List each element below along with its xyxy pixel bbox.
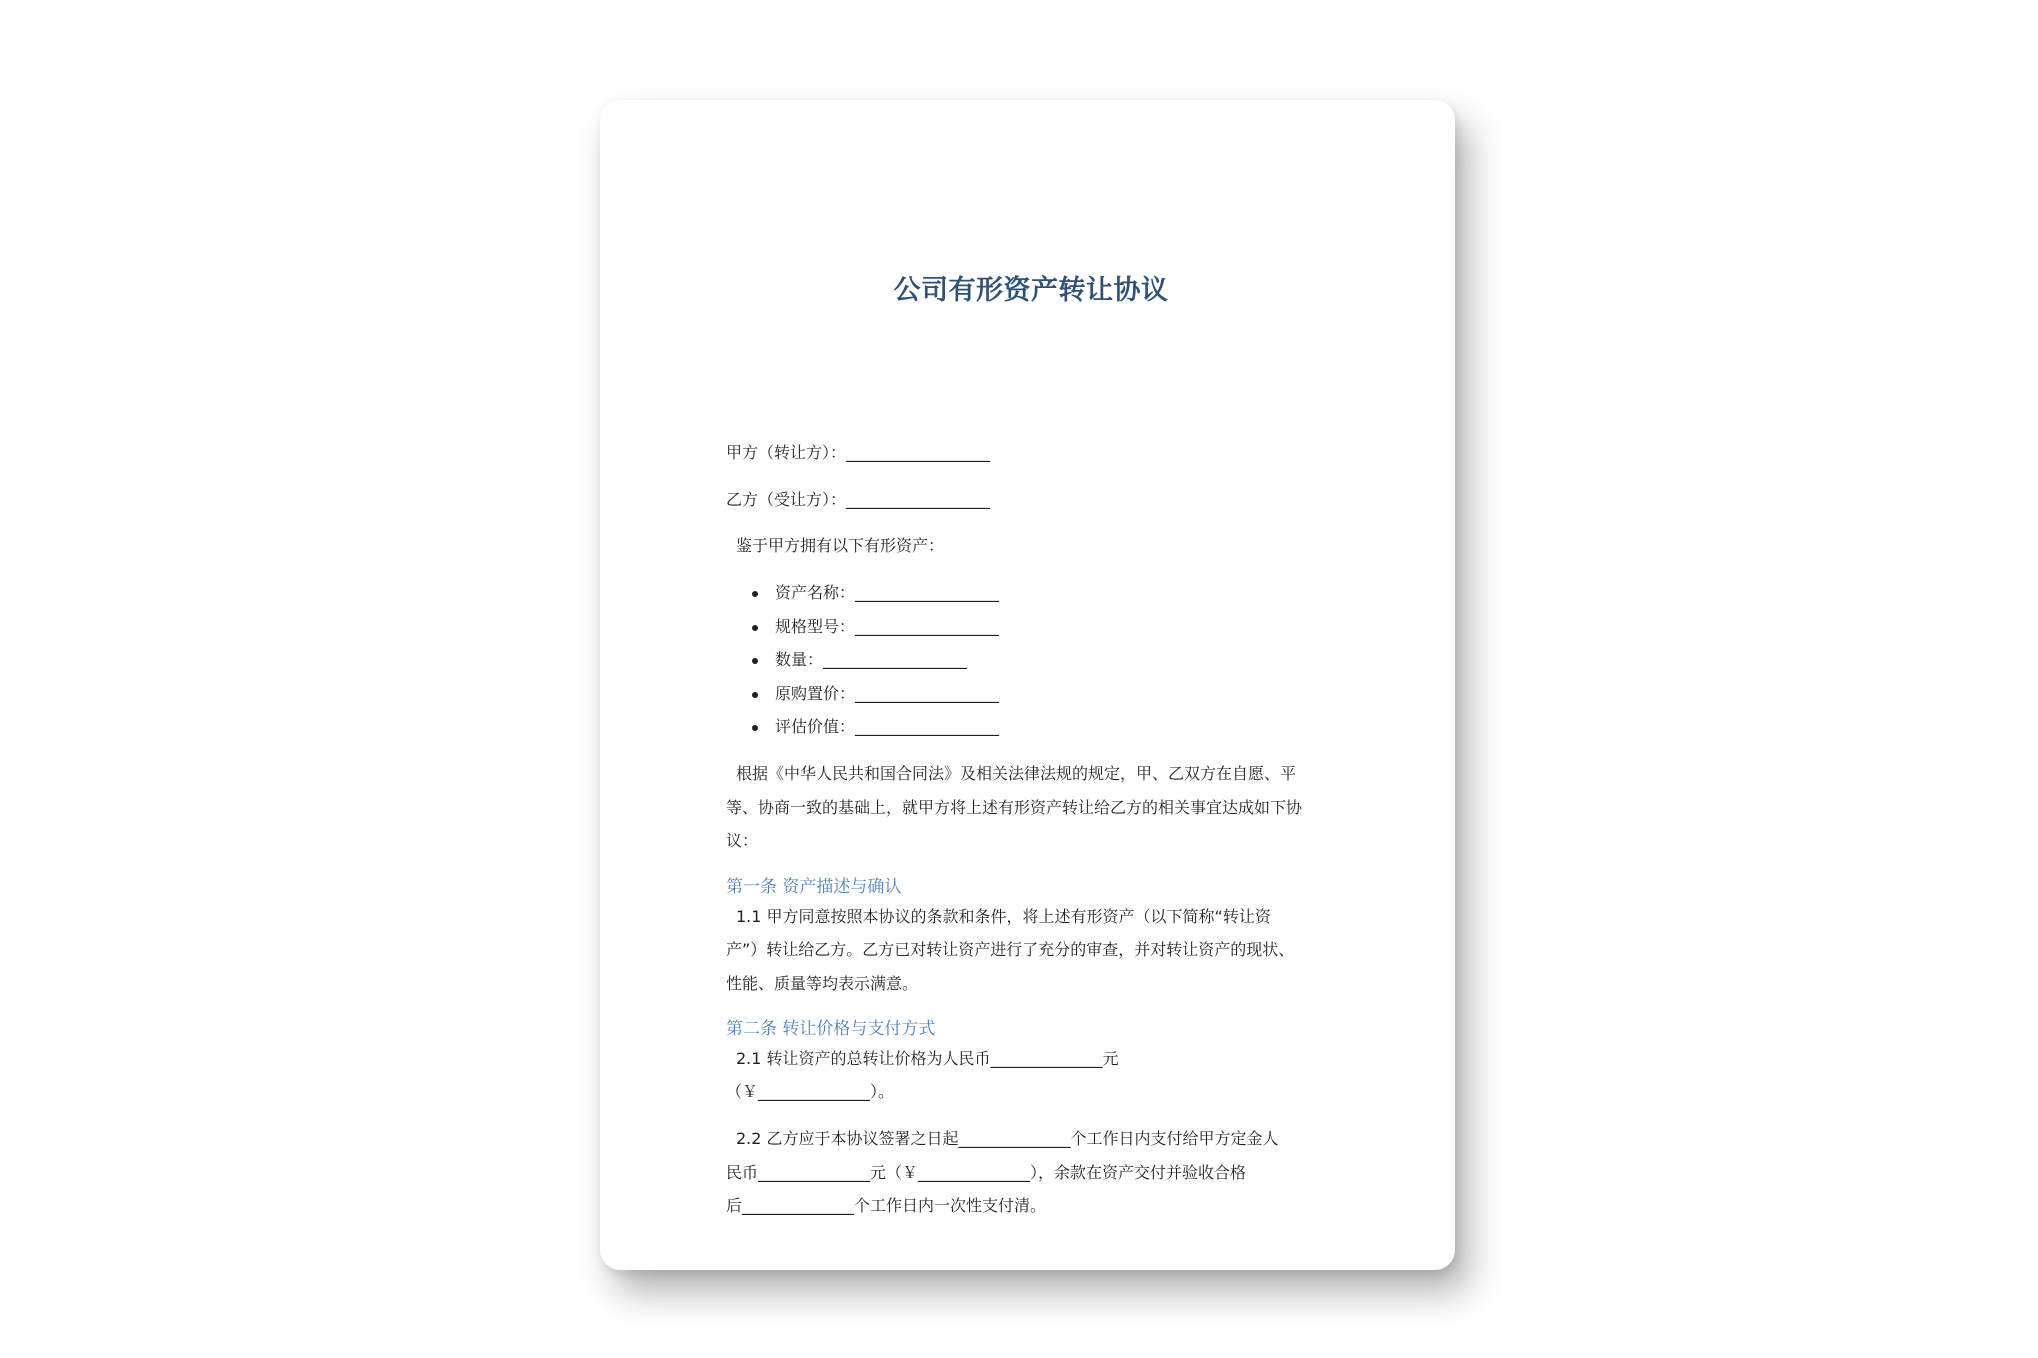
bullet-icon: [752, 658, 758, 664]
clause-line: 后______________个工作日内一次性支付清。: [726, 1196, 1047, 1215]
bullet-icon: [752, 692, 758, 698]
intro-text: 鉴于甲方拥有以下有形资产：: [736, 536, 945, 555]
section-heading: 第二条 转让价格与支付方式: [726, 1019, 936, 1039]
document-title: 公司有形资产转让协议: [893, 275, 1169, 306]
asset-original-price-field: 原购置价：__________________: [775, 684, 1000, 703]
clause-line: 2.2 乙方应于本协议签署之日起______________个工作日内支付给甲方定金人: [736, 1129, 1279, 1148]
party-a-field: 甲方（转让方）：__________________: [726, 443, 991, 462]
clause-line: 产”）转让给乙方。乙方已对转让资产进行了充分的审查，并对转让资产的现状、: [726, 940, 1295, 959]
party-b-field: 乙方（受让方）：__________________: [726, 490, 991, 509]
clause-line: 1.1 甲方同意按照本协议的条款和条件，将上述有形资产（以下简称“转让资: [736, 907, 1271, 926]
section-heading: 第一条 资产描述与确认: [726, 877, 902, 897]
preamble-line: 等、协商一致的基础上，就甲方将上述有形资产转让给乙方的相关事宜达成如下协: [726, 798, 1303, 817]
asset-quantity-field: 数量：__________________: [775, 650, 968, 669]
bullet-icon: [752, 725, 758, 731]
clause-line: 性能、质量等均表示满意。: [726, 974, 919, 993]
document-page: [600, 100, 1455, 1270]
clause-line: （￥______________）。: [726, 1082, 895, 1101]
bullet-icon: [752, 625, 758, 631]
asset-appraised-value-field: 评估价值：__________________: [775, 717, 1000, 736]
asset-name-field: 资产名称：__________________: [775, 583, 1000, 602]
bullet-icon: [752, 591, 758, 597]
clause-line: 民币______________元（￥______________），余款在资产交付并验收合格: [726, 1163, 1247, 1182]
preamble-line: 根据《中华人民共和国合同法》及相关法律法规的规定，甲、乙双方在自愿、平: [736, 764, 1297, 783]
clause-line: 2.1 转让资产的总转让价格为人民币______________元: [736, 1049, 1119, 1068]
asset-model-field: 规格型号：__________________: [775, 617, 1000, 636]
preamble-line: 议：: [726, 831, 759, 850]
